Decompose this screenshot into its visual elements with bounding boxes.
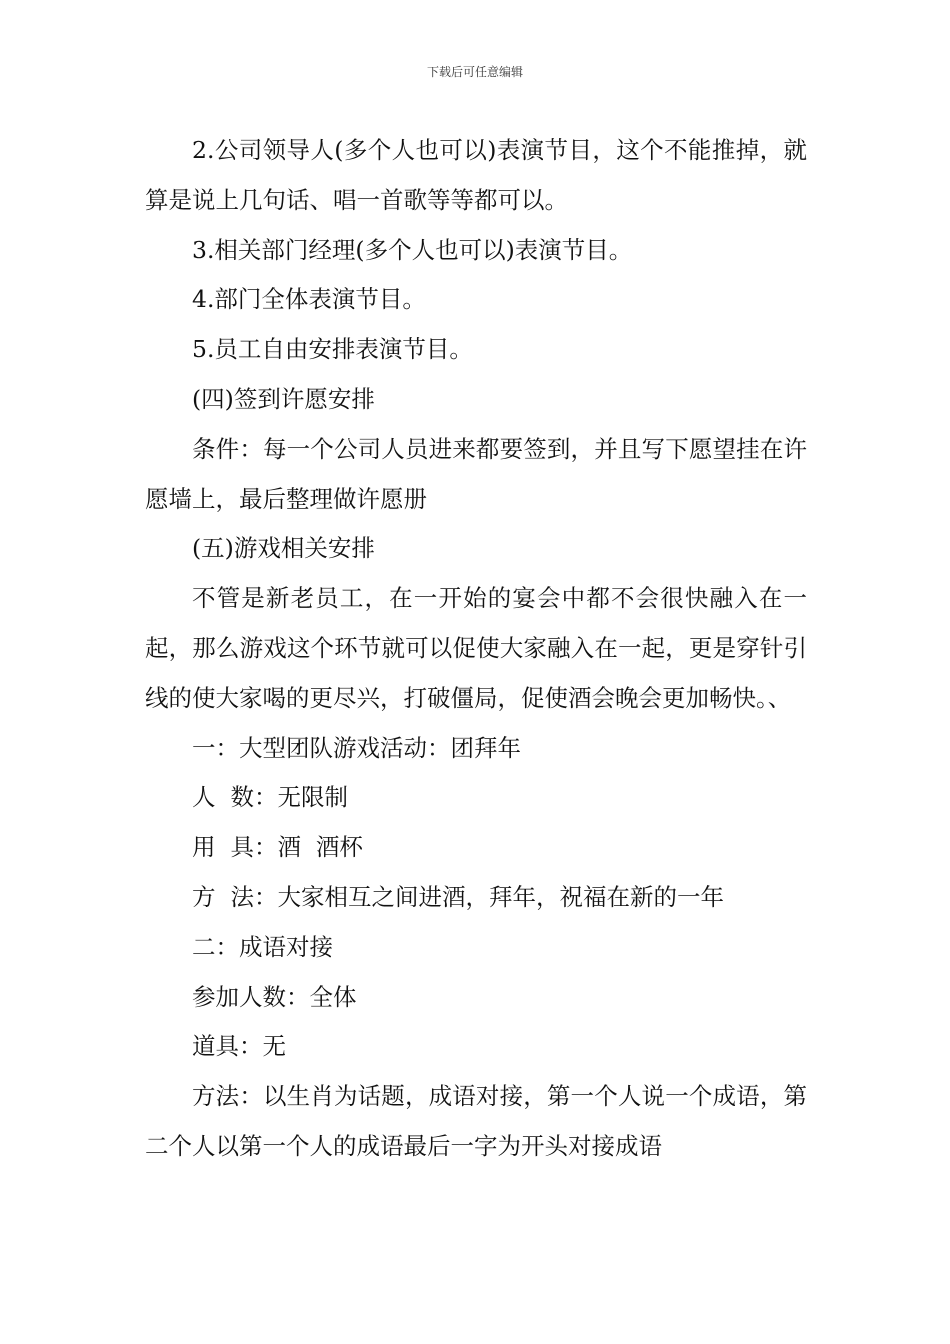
game-two-method: 方法：以生肖为话题，成语对接，第一个人说一个成语，第二个人以第一个人的成语最后一字为开头对接成语 [145,1082,807,1160]
game-one-props: 用 具：酒 酒杯 [192,833,363,862]
section-heading-games: (五)游戏相关安排 [192,534,375,563]
paragraph-leader-performance: 2.公司领导人(多个人也可以)表演节目，这个不能推掉，就算是说上几句话、唱一首歌等等都可以。 [145,136,807,214]
game-one-participants: 人 数：无限制 [192,783,348,812]
paragraph-sign-in-conditions: 条件：每一个公司人员进来都要签到，并且写下愿望挂在许愿墙上，最后整理做许愿册 [145,434,807,513]
page-header: 下载后可任意编辑 [426,65,523,79]
paragraph-department-performance: 4.部门全体表演节目。 [192,285,426,314]
game-two-props: 道具：无 [192,1032,286,1061]
game-one-title: 一：大型团队游戏活动：团拜年 [192,733,521,762]
game-two-participants: 参加人数：全体 [192,982,357,1011]
game-one-method: 方 法：大家相互之间进酒，拜年，祝福在新的一年 [192,882,724,911]
paragraph-games-intro: 不管是新老员工，在一开始的宴会中都不会很快融入在一起，那么游戏这个环节就可以促使大家融入在一起，更是穿针引线的使大家喝的更尽兴，打破僵局，促使酒会晚会更加畅快。、 [145,584,807,712]
paragraph-manager-performance: 3.相关部门经理(多个人也可以)表演节目。 [192,235,633,264]
paragraph-staff-performance: 5.员工自由安排表演节目。 [192,335,473,364]
section-heading-sign-in: (四)签到许愿安排 [192,384,375,413]
game-two-title: 二：成语对接 [192,932,333,961]
document-body [145,126,807,1172]
